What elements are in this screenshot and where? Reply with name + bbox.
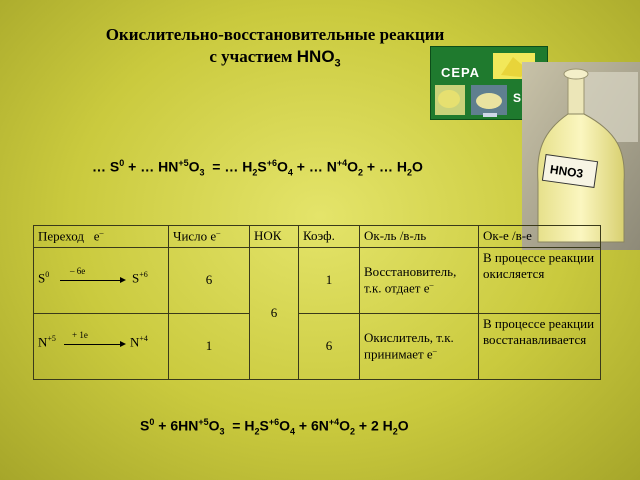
formula-part: 2: [350, 426, 356, 437]
reaction-scheme: [92, 158, 423, 177]
formula-part: O: [279, 417, 290, 434]
bottle-image: [522, 62, 640, 250]
title-line-2-prefix: с участием: [209, 47, 297, 66]
formula-part: +4: [328, 417, 340, 427]
title-formula: [296, 47, 341, 70]
formula-part: = … H: [204, 158, 253, 175]
formula-part: + 6N: [295, 417, 329, 434]
number-cell: 6: [169, 247, 250, 313]
transition-s: $S^0$ – 6е $S^{+6}$: [34, 247, 169, 313]
header-role: Ок-ль /в-ль: [360, 226, 479, 248]
title-line-1: Окислительно-восстановительные реакции: [105, 25, 445, 44]
formula-part: O: [208, 417, 220, 434]
formula-part: O: [188, 158, 200, 175]
formula-part: + 2 H: [355, 417, 393, 434]
formula-part: +5: [198, 417, 209, 427]
header-lcm: НОК: [250, 226, 299, 248]
table-row: [34, 247, 601, 313]
formula-part: 2: [392, 426, 398, 437]
process-cell: В процессе реакции восстанавливается: [479, 313, 601, 379]
formula-part: + … HN: [124, 158, 179, 175]
header-transition: Переход е–: [34, 226, 169, 248]
role-cell: Восстановитель, т.к. отдает е–: [360, 247, 479, 313]
formula-part: + 6HN: [154, 417, 199, 434]
formula-part: 0: [149, 417, 155, 427]
formula-part: 3: [219, 426, 225, 437]
arrow-icon: [60, 280, 124, 281]
process-cell: В процессе реакции окисляется: [479, 247, 601, 313]
hno3-bottle-photo: [522, 62, 640, 250]
formula-part: +6: [268, 417, 280, 427]
formula-part: + … N: [292, 158, 337, 175]
formula-part: O: [412, 158, 423, 175]
formula-part: 3: [199, 167, 205, 178]
lcm-cell: 6: [250, 247, 299, 379]
formula-part: O: [347, 158, 359, 175]
formula-part: 2: [358, 167, 364, 178]
formula-part: O: [397, 417, 409, 434]
header-process: Ок-е /в-е: [479, 226, 601, 248]
bottle-label: HNO3: [549, 162, 585, 181]
formula-part: 2: [254, 426, 260, 437]
formula-part: 2: [407, 167, 413, 178]
electron-count: – 6е: [70, 265, 86, 276]
formula-part: = H: [224, 417, 255, 434]
number-cell: 1: [169, 313, 250, 379]
formula-part: +6: [266, 158, 277, 168]
sulfur-label: СЕРА: [441, 65, 480, 80]
formula-part: S: [257, 158, 267, 175]
formula-part: 0: [119, 158, 125, 168]
title-formula-sub: 3: [334, 57, 341, 70]
role-cell: Окислитель, т.к. принимает е–: [360, 313, 479, 379]
formula-part: 4: [289, 426, 295, 437]
formula-part: S: [140, 417, 150, 434]
formula-part: +4: [336, 158, 348, 168]
sulfur-symbol: S: [513, 91, 522, 105]
electron-count: + 1е: [72, 329, 88, 340]
formula-part: +5: [178, 158, 189, 168]
formula-part: 4: [287, 167, 293, 178]
formula-part: O: [276, 158, 288, 175]
formula-part: … S: [92, 158, 120, 175]
header-number: Число е–: [169, 226, 250, 248]
formula-part: + … H: [363, 158, 407, 175]
formula-part: 2: [252, 167, 258, 178]
formula-part: O: [339, 417, 351, 434]
coef-cell: 6: [299, 313, 360, 379]
title-formula-main: HNO: [296, 47, 335, 66]
arrow-icon: [64, 344, 124, 345]
table-row: [34, 313, 601, 379]
transition-n: $N^{+5}$ + 1е $N^{+4}$: [34, 313, 169, 379]
balanced-equation: [140, 417, 409, 436]
table-header-row: [34, 226, 601, 248]
redox-table: [33, 225, 601, 380]
coef-cell: 1: [299, 247, 360, 313]
header-coef: Коэф.: [299, 226, 360, 248]
formula-part: S: [259, 417, 269, 434]
